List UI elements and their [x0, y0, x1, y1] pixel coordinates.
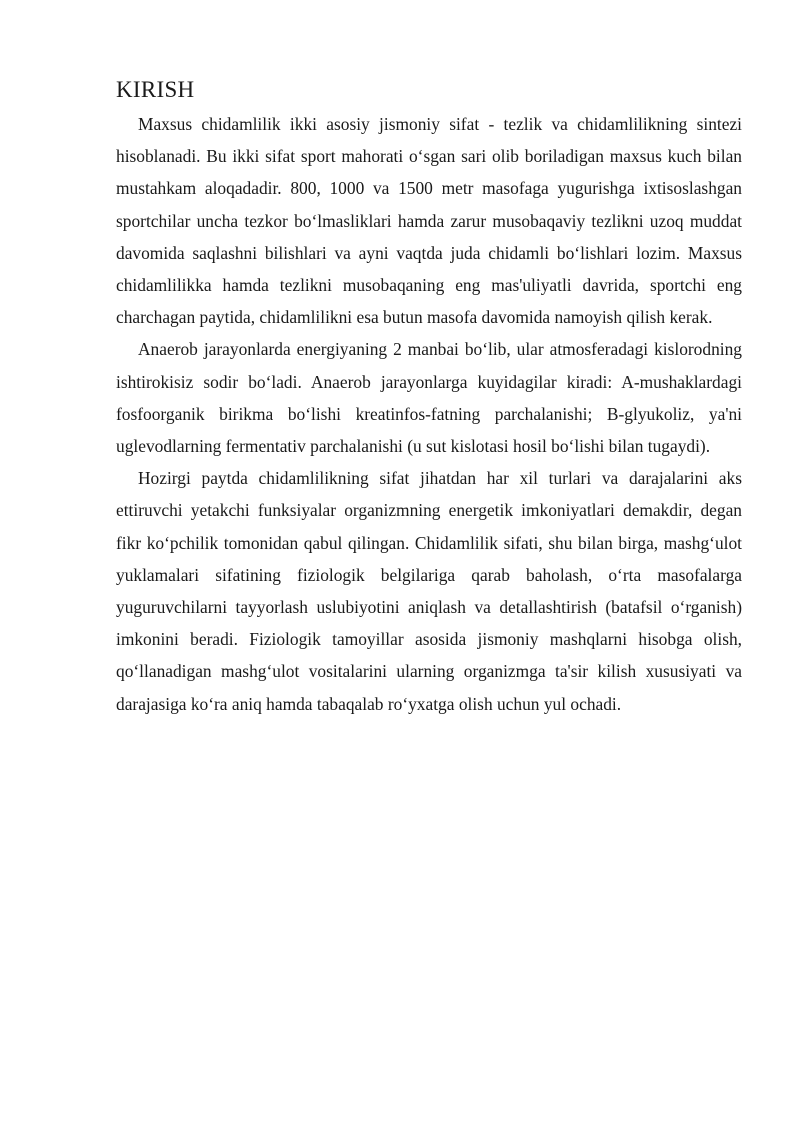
paragraph-2: Anaerob jarayonlarda energiyaning 2 manbai bo‘lib, ular atmosferadagi kislorodning ishtirokisiz sodir bo‘ladi. Anaerob jarayonlarga kuyidagilar kiradi: A-mushaklardagi fosfoorganik birikma bo‘lishi kreatinfos-fatning parchalanishi; B-glyukoliz, ya'ni uglevodlarning fermentativ parchalanishi (u sut kislotasi hosil bo‘lishi bilan tugaydi). [116, 339, 742, 457]
paragraph-1: Maxsus chidamlilik ikki asosiy jismoniy sifat - tezlik va chidamlilikning sintezi hisoblanadi. Bu ikki sifat sport mahorati o‘sgan sari olib boriladigan maxsus kuch bilan mustahkam aloqadadir. 800, 1000 va 1500 metr masofaga yugurishga ixtisoslashgan sportchilar uncha tezkor bo‘lmasliklari hamda zarur musobaqaviy tezlikni uzoq muddat davomida saqlashni bilishlari va ayni vaqtda juda chidamli bo‘lishlari lozim. Maxsus chidamlilikka hamda tezlikni musobaqaning eng mas'uliyatli davrida, sportchi eng charchagan paytida, chidamlilikni esa butun masofa davomida namoyish qilish kerak. [116, 114, 742, 328]
paragraph-3: Hozirgi paytda chidamlilikning sifat jihatdan har xil turlari va darajalarini aks ettiruvchi yetakchi funksiyalar organizmning energetik imkoniyatlari demakdir, degan fikr ko‘pchilik tomonidan qabul qilingan. Chidamlilik sifati, shu bilan birga, mashg‘ulot yuklamalari sifatining fiziologik belgilariga qarab baholash, o‘rta masofalarga yuguruvchilarni tayyorlash uslubiyotini aniqlash va detallashtirish (batafsil o‘rganish) imkonini beradi. Fiziologik tamoyillar asosida jismoniy mashqlarni hisobga olish, qo‘llanadigan mashg‘ulot vositalarini ularning organizmga ta'sir kilish xususiyati va darajasiga ko‘ra aniq hamda tabaqalab ro‘yxatga olish uchun yul ochadi. [116, 468, 742, 714]
document-body [116, 72, 742, 720]
section-title: KIRISH [116, 77, 195, 102]
